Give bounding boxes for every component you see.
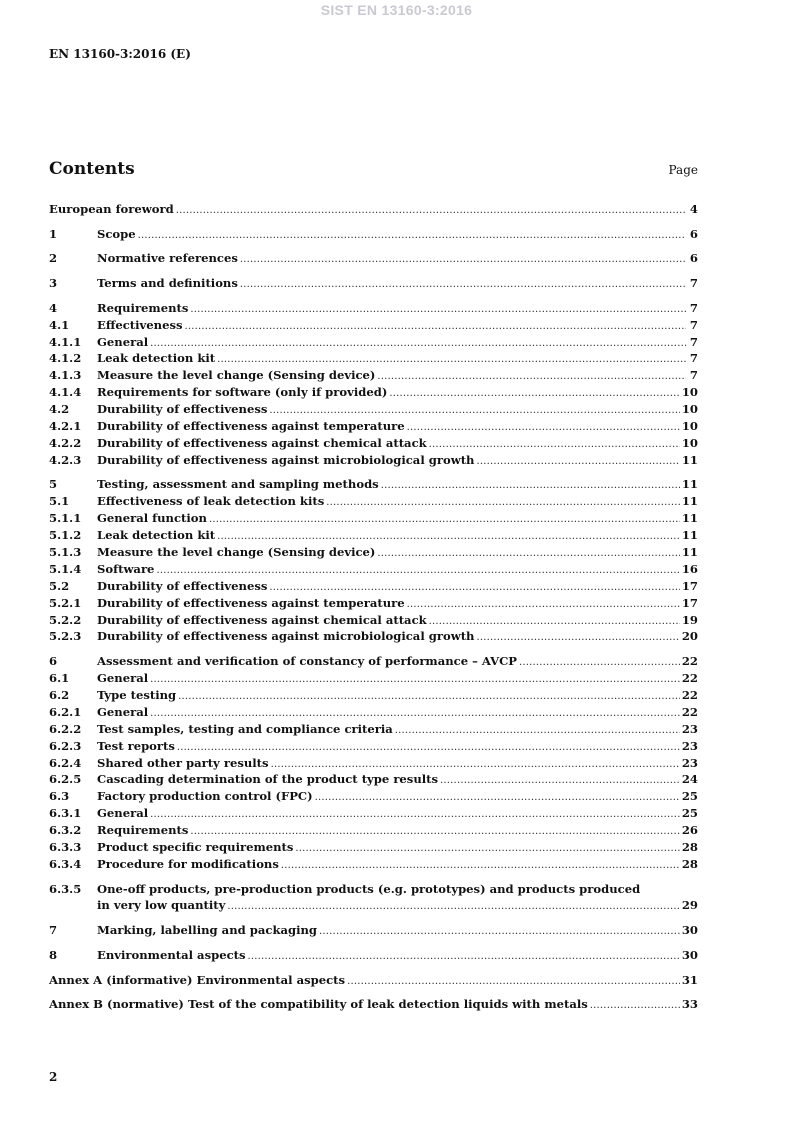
toc-entry-title: Durability of effectiveness — [97, 402, 268, 417]
toc-entry[interactable] — [49, 544, 698, 561]
toc-entry-number: 4.1.2 — [49, 351, 82, 366]
toc-dot-leader — [176, 203, 686, 220]
toc-entry-number: 4.2.2 — [49, 435, 82, 450]
toc-entry[interactable] — [49, 947, 698, 964]
toc-entry-number: 6.1 — [49, 671, 70, 686]
toc-entry-page: 11 — [681, 528, 698, 543]
toc-entry-number: 4.1.4 — [49, 385, 82, 400]
toc-entry-title: Requirements — [97, 823, 189, 838]
toc-entry-title: Test reports — [97, 738, 175, 753]
toc-entry-number: 5.2.3 — [49, 629, 82, 644]
toc-entry-page: 10 — [681, 402, 698, 417]
toc-entry-title: Normative references — [97, 251, 238, 266]
toc-entry-page: 22 — [681, 654, 698, 669]
toc-entry-title: Marking, labelling and packaging — [97, 923, 318, 938]
toc-dot-leader — [240, 252, 686, 269]
toc-dot-leader — [389, 386, 680, 403]
toc-entry-continuation[interactable] — [49, 897, 698, 914]
toc-dot-leader — [240, 277, 686, 294]
toc-entry-page: 10 — [681, 435, 698, 450]
toc-entry-number: 5.1 — [49, 494, 70, 509]
toc-entry-number: 6.3.5 — [49, 881, 82, 896]
toc-entry[interactable] — [49, 771, 698, 788]
toc-entry[interactable] — [49, 612, 698, 629]
toc-dot-leader — [248, 949, 680, 966]
toc-entry[interactable] — [49, 226, 698, 243]
toc-entry-title: Leak detection kit — [97, 351, 216, 366]
toc-entry-title: Annex A (informative) Environmental aspects — [49, 972, 346, 987]
toc-entry-title: Requirements — [97, 300, 189, 315]
toc-entry-title: One-off products, pre-production products (e.g. prototypes) and products produced — [97, 881, 641, 896]
toc-entry-number: 4.1 — [49, 317, 70, 332]
toc-entry-title: General — [97, 704, 149, 719]
toc-entry-number: 6.2.4 — [49, 755, 82, 770]
toc-entry[interactable] — [49, 350, 698, 367]
toc-entry-number: 6.2.2 — [49, 721, 82, 736]
toc-entry[interactable] — [49, 275, 698, 292]
toc-entry-title: Durability of effectiveness against microbiological growth — [97, 452, 475, 467]
toc-entry-number: 1 — [49, 226, 58, 241]
toc-entry[interactable] — [49, 628, 698, 645]
toc-entry[interactable] — [49, 922, 698, 939]
toc-entry-number: 5.2.1 — [49, 595, 82, 610]
toc-entry-title: Requirements for software (only if provided) — [97, 385, 388, 400]
toc-entry-title: Product specific requirements — [97, 839, 294, 854]
toc-entry-page: 4 — [689, 202, 698, 216]
toc-dot-leader — [381, 478, 680, 495]
toc-entry-title: Terms and definitions — [97, 276, 238, 291]
toc-entry-title: European foreword — [49, 202, 174, 216]
toc-entry[interactable] — [49, 822, 698, 839]
toc-entry[interactable] — [49, 367, 698, 384]
toc-dot-leader — [178, 689, 680, 706]
toc-entry-page: 7 — [689, 368, 698, 383]
toc-dot-leader — [440, 773, 680, 790]
toc-entry-number: 6 — [49, 654, 58, 669]
toc-dot-leader — [407, 597, 680, 614]
toc-dot-leader — [150, 672, 680, 689]
toc-entry-title: General function — [97, 511, 207, 526]
toc-entry[interactable] — [49, 687, 698, 704]
toc-entry-page: 10 — [681, 418, 698, 433]
toc-entry-title: Software — [97, 561, 155, 576]
toc-entry[interactable] — [49, 435, 698, 452]
toc-entry[interactable] — [49, 670, 698, 687]
toc-entry-number: 5.1.3 — [49, 545, 82, 560]
toc-entry-title: Factory production control (FPC) — [97, 789, 313, 804]
toc-entry[interactable] — [49, 493, 698, 510]
toc-entry-title: Testing, assessment and sampling methods — [97, 477, 379, 492]
toc-dot-leader — [326, 495, 680, 512]
toc-entry-title: General — [97, 671, 149, 686]
page-number: 2 — [49, 1070, 58, 1084]
toc-entry-number: 4.2 — [49, 402, 70, 417]
toc-entry-title: Effectiveness — [97, 317, 183, 332]
toc-dot-leader — [295, 841, 679, 858]
toc-entry-title: Durability of effectiveness against temperature — [97, 595, 405, 610]
toc-dot-leader — [227, 899, 680, 916]
toc-entry-number: 5 — [49, 477, 58, 492]
toc-entry[interactable] — [49, 738, 698, 755]
toc-entry-title: Type testing — [97, 687, 177, 702]
toc-entry-page: 7 — [689, 334, 698, 349]
toc-entry-page: 10 — [681, 385, 698, 400]
toc-entry-title: General — [97, 334, 149, 349]
toc-entry-title: Durability of effectiveness against chemical attack — [97, 612, 427, 627]
toc-entry-number: 4.2.1 — [49, 418, 82, 433]
toc-entry[interactable] — [49, 721, 698, 738]
toc-entry-page: 20 — [681, 629, 698, 644]
toc-entry[interactable] — [49, 996, 698, 1013]
toc-entry[interactable] — [49, 384, 698, 401]
toc-entry[interactable] — [49, 201, 698, 218]
toc-dot-leader — [150, 807, 680, 824]
toc-entry-number: 5.2.2 — [49, 612, 82, 627]
toc-entry[interactable] — [49, 250, 698, 267]
toc-entry-number: 8 — [49, 947, 58, 962]
toc-entry-page: 26 — [681, 823, 698, 838]
toc-entry[interactable] — [49, 527, 698, 544]
toc-entry[interactable] — [49, 805, 698, 822]
toc-entry[interactable] — [49, 401, 698, 418]
toc-dot-leader — [209, 512, 680, 529]
toc-entry-page: 30 — [681, 923, 698, 938]
toc-entry-title: Shared other party results — [97, 755, 269, 770]
toc-entry-page: 22 — [681, 687, 698, 702]
toc-entry[interactable] — [49, 839, 698, 856]
toc-dot-leader — [476, 454, 679, 471]
toc-entry-title: Measure the level change (Sensing device) — [97, 368, 376, 383]
toc-entry-number: 6.2 — [49, 687, 70, 702]
toc-entry[interactable] — [49, 704, 698, 721]
document-id: EN 13160-3:2016 (E) — [49, 47, 191, 61]
toc-entry-page: 23 — [681, 721, 698, 736]
page-column-label: Page — [668, 163, 698, 177]
toc-entry-page: 28 — [681, 856, 698, 871]
toc-dot-leader — [347, 974, 680, 991]
toc-entry-number: 6.3.3 — [49, 839, 82, 854]
toc-entry-page: 22 — [681, 704, 698, 719]
toc-entry-title: Effectiveness of leak detection kits — [97, 494, 325, 509]
toc-entry-title: Assessment and verification of constancy of performance – AVCP — [97, 654, 518, 669]
toc-entry-number: 6.3 — [49, 789, 70, 804]
toc-dot-leader — [281, 858, 680, 875]
toc-entry[interactable] — [49, 881, 698, 898]
toc-entry-number: 6.3.4 — [49, 856, 82, 871]
toc-dot-leader — [190, 302, 686, 319]
toc-entry-number: 6.3.1 — [49, 806, 82, 821]
toc-entry-page: 11 — [681, 494, 698, 509]
toc-entry-number: 5.1.1 — [49, 511, 82, 526]
watermark: SIST EN 13160-3:2016 — [320, 2, 473, 18]
toc-entry-title: Procedure for modifications — [97, 856, 279, 871]
toc-entry-number: 3 — [49, 276, 58, 291]
toc-entry-number: 7 — [49, 923, 58, 938]
toc-entry-title-continued: in very low quantity — [97, 898, 226, 913]
toc-entry[interactable] — [49, 418, 698, 435]
toc-entry[interactable] — [49, 972, 698, 989]
toc-entry-number: 5.2 — [49, 578, 70, 593]
toc-entry[interactable] — [49, 653, 698, 670]
toc-entry-page: 29 — [681, 898, 698, 913]
toc-entry-number: 6.2.3 — [49, 738, 82, 753]
toc-entry[interactable] — [49, 452, 698, 469]
toc-entry-title: Durability of effectiveness — [97, 578, 268, 593]
toc-entry-page: 30 — [681, 947, 698, 962]
toc-entry-number: 5.1.4 — [49, 561, 82, 576]
toc-dot-leader — [476, 630, 679, 647]
toc-entry-title: Measure the level change (Sensing device) — [97, 545, 376, 560]
toc-dot-leader — [185, 319, 686, 336]
toc-entry-number: 6.3.2 — [49, 823, 82, 838]
toc-entry-title: Durability of effectiveness against microbiological growth — [97, 629, 475, 644]
toc-entry-page: 11 — [681, 511, 698, 526]
toc-entry[interactable] — [49, 578, 698, 595]
toc-entry-title: General — [97, 806, 149, 821]
toc-entry-page: 33 — [681, 997, 698, 1012]
toc-dot-leader — [319, 924, 680, 941]
toc-entry-page: 23 — [681, 738, 698, 753]
toc-entry[interactable] — [49, 300, 698, 317]
toc-entry-page: 17 — [681, 578, 698, 593]
toc-entry-page: 23 — [681, 755, 698, 770]
toc-dot-leader — [407, 420, 680, 437]
toc-entry[interactable] — [49, 595, 698, 612]
toc-entry[interactable] — [49, 510, 698, 527]
toc-entry-number: 2 — [49, 251, 58, 266]
toc-entry-page: 11 — [681, 477, 698, 492]
toc-entry-page: 25 — [681, 789, 698, 804]
toc-entry-title: Durability of effectiveness against temperature — [97, 418, 405, 433]
toc-entry[interactable] — [49, 334, 698, 351]
toc-entry-page: 28 — [681, 839, 698, 854]
toc-entry-title: Annex B (normative) Test of the compatibility of leak detection liquids with metals — [49, 997, 588, 1012]
toc-dot-leader — [138, 228, 686, 245]
toc-dot-leader — [315, 790, 680, 807]
toc-entry-page: 11 — [681, 545, 698, 560]
table-of-contents — [49, 201, 698, 1013]
toc-entry-number: 4 — [49, 300, 58, 315]
toc-dot-leader — [590, 998, 680, 1015]
toc-entry[interactable] — [49, 561, 698, 578]
toc-entry-title: Durability of effectiveness against chemical attack — [97, 435, 427, 450]
toc-entry-page: 31 — [681, 972, 698, 987]
toc-entry-title: Environmental aspects — [97, 947, 246, 962]
toc-entry-title: Scope — [97, 226, 136, 241]
toc-entry-page: 22 — [681, 671, 698, 686]
toc-entry-title: Leak detection kit — [97, 528, 216, 543]
toc-dot-leader — [395, 723, 680, 740]
toc-entry-page: 24 — [681, 772, 698, 787]
toc-entry-number: 4.1.3 — [49, 368, 82, 383]
contents-heading: Contents — [49, 159, 135, 179]
toc-entry-page: 25 — [681, 806, 698, 821]
toc-entry-title: Test samples, testing and compliance criteria — [97, 721, 393, 736]
toc-entry-page: 11 — [681, 452, 698, 467]
toc-entry[interactable] — [49, 755, 698, 772]
toc-entry-page: 7 — [689, 317, 698, 332]
toc-entry-page: 17 — [681, 595, 698, 610]
toc-entry-number: 4.1.1 — [49, 334, 82, 349]
toc-dot-leader — [377, 369, 686, 386]
toc-entry-number: 5.1.2 — [49, 528, 82, 543]
toc-entry-page: 7 — [689, 351, 698, 366]
toc-entry-page: 7 — [689, 276, 698, 291]
toc-entry-page: 6 — [689, 226, 698, 241]
toc-dot-leader — [150, 336, 686, 353]
toc-entry[interactable] — [49, 317, 698, 334]
toc-entry[interactable] — [49, 476, 698, 493]
toc-entry-number: 4.2.3 — [49, 452, 82, 467]
toc-entry-page: 7 — [689, 300, 698, 315]
toc-entry[interactable] — [49, 788, 698, 805]
toc-entry[interactable] — [49, 856, 698, 873]
toc-entry-page: 16 — [681, 561, 698, 576]
toc-dot-leader — [377, 546, 679, 563]
toc-entry-page: 19 — [681, 612, 698, 627]
toc-entry-page: 6 — [689, 251, 698, 266]
toc-dot-leader — [519, 655, 680, 672]
toc-entry-title: Cascading determination of the product type results — [97, 772, 439, 787]
toc-entry-number: 6.2.1 — [49, 704, 82, 719]
toc-entry-number: 6.2.5 — [49, 772, 82, 787]
